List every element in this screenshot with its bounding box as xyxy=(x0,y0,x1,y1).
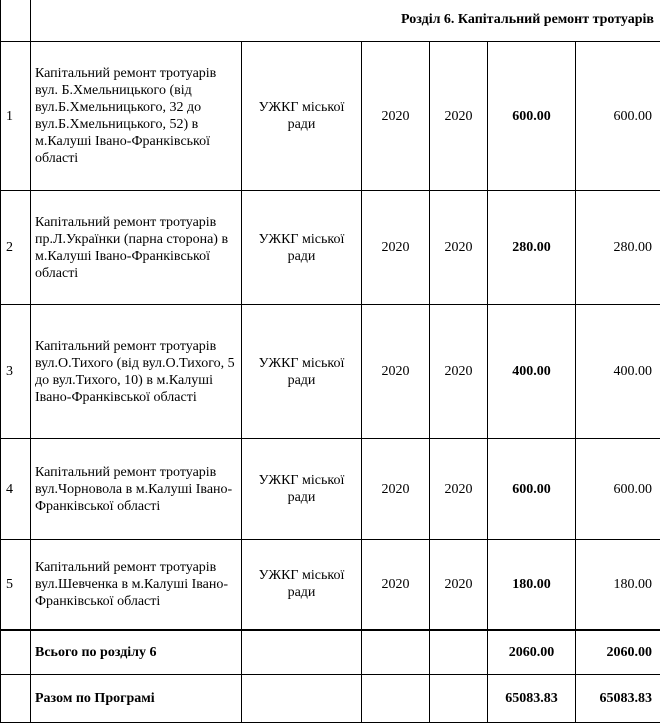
row-amount-budget: 280.00 xyxy=(576,191,660,305)
table-row xyxy=(1,540,660,630)
row-number: 4 xyxy=(1,439,31,540)
row-year-start: 2020 xyxy=(362,42,430,191)
row-year-end: 2020 xyxy=(430,439,488,540)
section-header-row xyxy=(1,0,660,42)
row-year-end: 2020 xyxy=(430,191,488,305)
row-description: Капітальний ремонт тротуарів вул.Шевченка в м.Калуші Івано-Франківської області xyxy=(31,540,242,630)
row-executor: УЖКГ міської ради xyxy=(242,540,362,630)
row-year-start: 2020 xyxy=(362,191,430,305)
row-amount-total: 600.00 xyxy=(488,439,576,540)
empty-cell xyxy=(1,675,31,723)
row-executor: УЖКГ міської ради xyxy=(242,191,362,305)
section-header-num-cell xyxy=(1,0,31,42)
row-number: 2 xyxy=(1,191,31,305)
empty-cell xyxy=(430,675,488,723)
row-number: 1 xyxy=(1,42,31,191)
table-row xyxy=(1,191,660,305)
section-total-budget: 2060.00 xyxy=(576,630,660,675)
row-year-end: 2020 xyxy=(430,42,488,191)
row-description: Капітальний ремонт тротуарів пр.Л.Українки (парна сторона) в м.Калуші Івано-Франківської області xyxy=(31,191,242,305)
table-row xyxy=(1,42,660,191)
empty-cell xyxy=(1,630,31,675)
section-total-row xyxy=(1,630,660,675)
row-executor: УЖКГ міської ради xyxy=(242,42,362,191)
row-number: 5 xyxy=(1,540,31,630)
row-amount-budget: 400.00 xyxy=(576,305,660,439)
row-description: Капітальний ремонт тротуарів вул.О.Тихого (від вул.О.Тихого, 5 до вул.Тихого, 10) в м.Калуші Івано-Франківської області xyxy=(31,305,242,439)
row-amount-total: 600.00 xyxy=(488,42,576,191)
row-year-start: 2020 xyxy=(362,439,430,540)
row-year-end: 2020 xyxy=(430,305,488,439)
row-amount-total: 400.00 xyxy=(488,305,576,439)
section-total-amount: 2060.00 xyxy=(488,630,576,675)
program-total-row xyxy=(1,675,660,723)
section-title: Розділ 6. Капітальний ремонт тротуарів xyxy=(31,0,660,42)
row-year-end: 2020 xyxy=(430,540,488,630)
table-row xyxy=(1,439,660,540)
program-total-budget: 65083.83 xyxy=(576,675,660,723)
row-year-start: 2020 xyxy=(362,540,430,630)
section-total-label: Всього по розділу 6 xyxy=(31,630,242,675)
row-amount-total: 180.00 xyxy=(488,540,576,630)
program-total-amount: 65083.83 xyxy=(488,675,576,723)
row-year-start: 2020 xyxy=(362,305,430,439)
empty-cell xyxy=(242,675,362,723)
row-amount-budget: 600.00 xyxy=(576,439,660,540)
row-description: Капітальний ремонт тротуарів вул.Чорновола в м.Калуші Івано-Франківської області xyxy=(31,439,242,540)
empty-cell xyxy=(362,675,430,723)
empty-cell xyxy=(430,630,488,675)
program-total-label: Разом по Програмі xyxy=(31,675,242,723)
empty-cell xyxy=(242,630,362,675)
row-executor: УЖКГ міської ради xyxy=(242,439,362,540)
row-executor: УЖКГ міської ради xyxy=(242,305,362,439)
table-row xyxy=(1,305,660,439)
row-number: 3 xyxy=(1,305,31,439)
row-amount-budget: 600.00 xyxy=(576,42,660,191)
row-description: Капітальний ремонт тротуарів вул. Б.Хмельницького (від вул.Б.Хмельницького, 32 до вул.Б.Хмельницького, 52) в м.Калуші Івано-Франківської області xyxy=(31,42,242,191)
row-amount-total: 280.00 xyxy=(488,191,576,305)
empty-cell xyxy=(362,630,430,675)
row-amount-budget: 180.00 xyxy=(576,540,660,630)
